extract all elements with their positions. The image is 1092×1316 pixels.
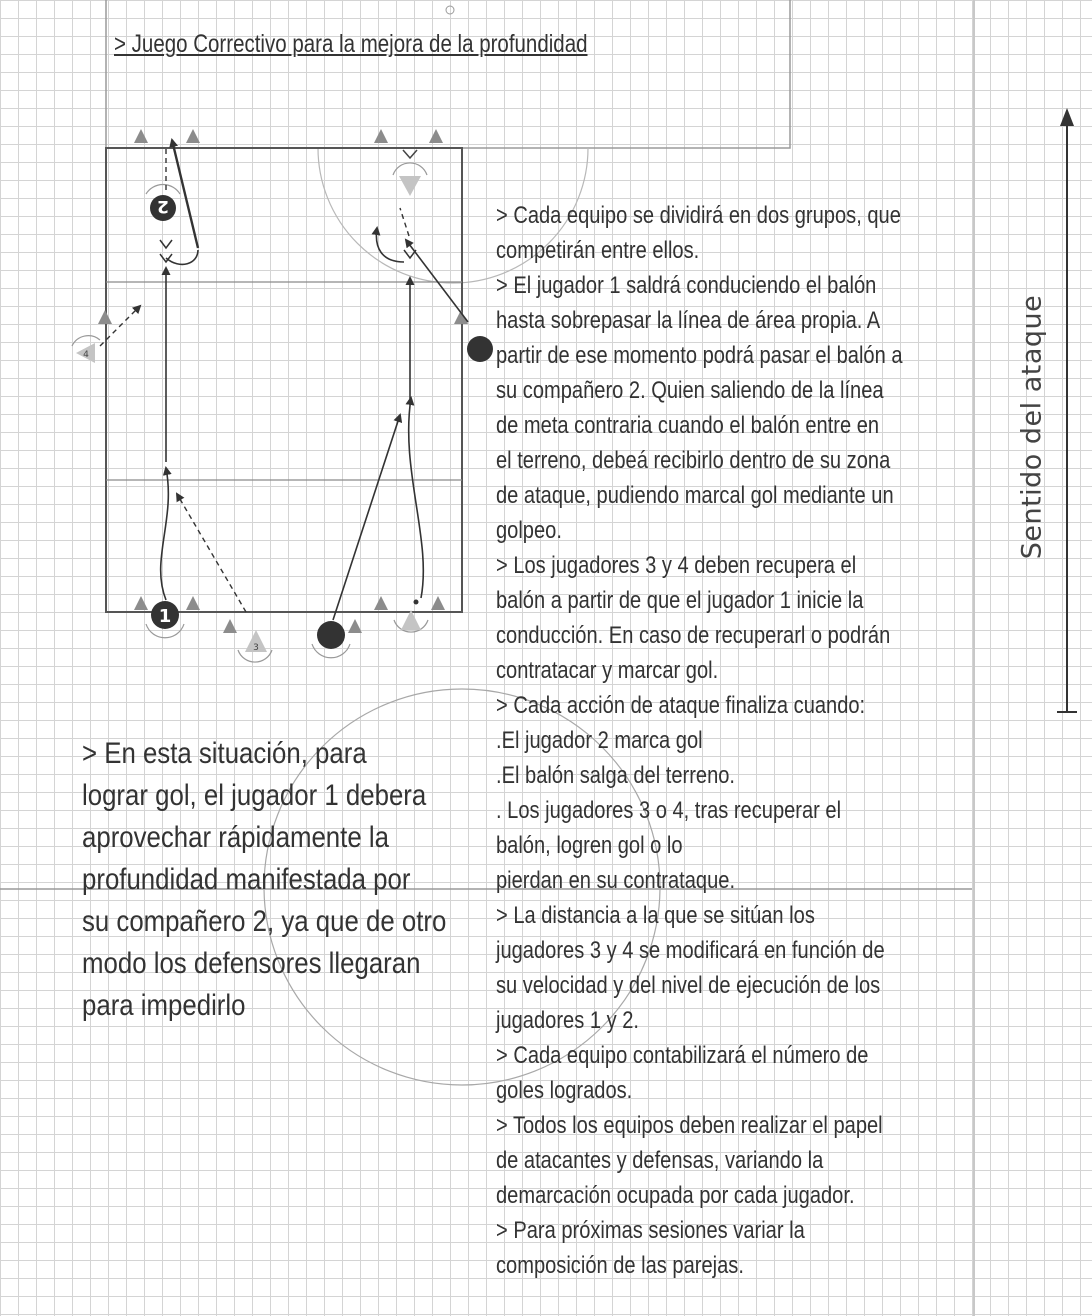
exercise-title: > Juego Correctivo para la mejora de la profundidad <box>114 30 588 58</box>
exercise-description <box>496 198 955 1283</box>
player-4 <box>72 336 100 363</box>
cone <box>186 129 200 143</box>
cone <box>429 129 443 143</box>
desc-line: .El balón salga del terreno. <box>496 762 736 789</box>
lead-line: aprovechar rápidamente la <box>82 821 389 854</box>
desc-line: .El jugador 2 marca gol <box>496 727 703 754</box>
pass-lines <box>100 148 409 612</box>
press-path <box>409 398 424 598</box>
desc-line: goles logrados. <box>496 1077 633 1104</box>
attack-direction-arrow <box>1057 108 1077 712</box>
desc-line: balón, logren gol o lo <box>496 832 683 859</box>
desc-line: pierdan en su contrataque. <box>496 867 736 894</box>
desc-line: . Los jugadores 3 o 4, tras recuperar el <box>496 797 842 824</box>
desc-line: su compañero 2. Quien saliendo de la línea <box>496 377 884 404</box>
desc-line: jugadores 3 y 4 se modificará en función de <box>496 937 885 964</box>
desc-line: de ataque, pudiendo marcal gol mediante un <box>496 482 894 509</box>
desc-line: conducción. En caso de recuperarl o podrán <box>496 622 891 649</box>
cone <box>374 596 388 610</box>
desc-line: demarcación ocupada por cada jugador. <box>496 1182 855 1209</box>
pass-line <box>400 208 409 236</box>
cone <box>134 129 148 143</box>
desc-line: composición de las parejas. <box>496 1252 744 1279</box>
desc-line: > Todos los equipos deben realizar el papel <box>496 1112 883 1139</box>
desc-line: balón a partir de que el jugador 1 inicie la <box>496 587 864 614</box>
cone <box>134 596 148 610</box>
attack-direction-text: Sentido del ataque <box>1016 294 1048 560</box>
attack-direction-label <box>1010 282 1054 572</box>
desc-line: su velocidad y del nivel de ejecución de los <box>496 972 881 999</box>
desc-line: jugadores 1 y 2. <box>496 1007 639 1034</box>
teammate-right <box>467 336 493 362</box>
shot-path <box>172 140 198 248</box>
desc-line: partir de ese momento podrá pasar el balón a <box>496 342 903 369</box>
lead-line: > En esta situación, para <box>82 737 367 770</box>
pass-line <box>177 494 246 612</box>
turn-path <box>166 250 198 264</box>
player-3 <box>238 630 272 662</box>
desc-line: > Cada equipo contabilizará el número de <box>496 1042 869 1069</box>
desc-line: competirán entre ellos. <box>496 237 700 264</box>
desc-line: de meta contraria cuando el balón entre en <box>496 412 880 439</box>
player-4-number: 4 <box>83 350 89 360</box>
lead-line: modo los defensores llegaran <box>82 947 421 980</box>
defender-figure-top <box>393 150 427 196</box>
defender-figure-bottom <box>394 600 428 633</box>
lead-paragraph <box>82 733 495 1027</box>
lead-line: profundidad manifestada por <box>82 863 411 896</box>
turn-path <box>376 228 404 262</box>
desc-line: > Los jugadores 3 y 4 deben recupera el <box>496 552 857 579</box>
desc-line: > Cada acción de ataque finaliza cuando: <box>496 692 866 719</box>
cone <box>374 129 388 143</box>
press-path <box>333 415 400 620</box>
desc-line: > Para próximas sesiones variar la <box>496 1217 805 1244</box>
run-path <box>406 240 468 322</box>
cone <box>223 619 237 633</box>
lead-line: para impedirlo <box>82 989 246 1022</box>
cone <box>98 310 112 324</box>
desc-line: > Cada equipo se dividirá en dos grupos, que <box>496 202 901 229</box>
player-1 <box>146 601 184 638</box>
lead-line: lograr gol, el jugador 1 debera <box>82 779 427 812</box>
desc-line: de atacantes y defensas, variando la <box>496 1147 824 1174</box>
player-2-number: 2 <box>157 196 169 216</box>
cone <box>348 619 362 633</box>
desc-line: hasta sobrepasar la línea de área propia. A <box>496 307 881 334</box>
player-2 <box>146 185 180 221</box>
desc-line: contratacar y marcar gol. <box>496 657 719 684</box>
player-1-number: 1 <box>158 606 172 627</box>
player-3-number: 3 <box>253 643 259 653</box>
lead-line: su compañero 2, ya que de otro <box>82 905 447 938</box>
teammate-bottom <box>312 621 350 658</box>
desc-line: > La distancia a la que se sitúan los <box>496 902 815 929</box>
dribble-path <box>161 468 169 600</box>
desc-line: golpeo. <box>496 517 562 544</box>
desc-line: el terreno, debeá recibirlo dentro de su zona <box>496 447 891 474</box>
cone <box>431 596 445 610</box>
desc-line: > El jugador 1 saldrá conduciendo el balón <box>496 272 877 299</box>
movement-lines <box>161 140 468 620</box>
cone <box>186 596 200 610</box>
